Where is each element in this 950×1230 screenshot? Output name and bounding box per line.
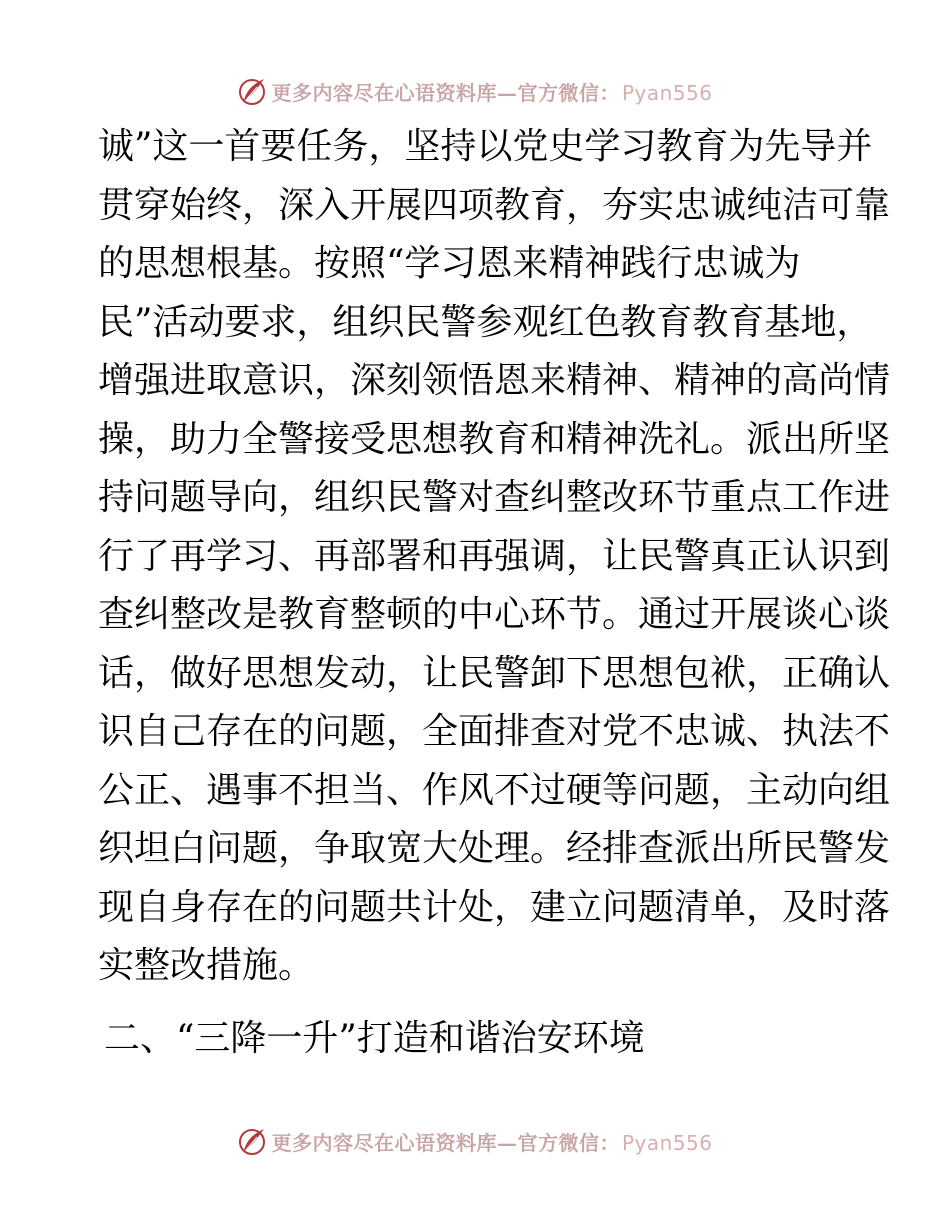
paragraph-line: 贯穿始终，深入开展四项教育，夯实忠诚纯洁可靠 [98,184,891,226]
paragraph-line: 公正、遇事不担当、作风不过硬等问题，主动向组 [98,769,891,811]
paragraph-line: 诚”这一首要任务，坚持以党史学习教育为先导并 [98,126,873,167]
watermark-wechat-id: Pyan556 [621,1130,713,1155]
document-body [98,118,891,996]
watermark-text [271,1127,712,1156]
header-watermark [0,74,950,108]
watermark-main-text: 更多内容尽在心语资料库—官方微信： [271,1130,620,1155]
feather-logo-icon [237,76,267,106]
paragraph-line: 的思想根基。按照“学习恩来精神践行忠诚为 [98,243,801,284]
paragraph-line: 实整改措施。 [98,945,315,986]
paragraph-line: 民”活动要求，组织民警参观红色教育教育基地， [98,301,873,343]
section-heading: 二、“三降一升”打造和谐治安环境 [104,1018,645,1059]
paragraph-line: 增强进取意识，深刻领悟恩来精神、精神的高尚情 [98,360,891,401]
footer-watermark [0,1124,950,1158]
paragraph-line: 查纠整改是教育整顿的中心环节。通过开展谈心谈 [98,594,891,635]
feather-logo-icon [237,1126,267,1156]
paragraph-line: 操，助力全警接受思想教育和精神洗礼。派出所坚 [98,418,891,460]
paragraph-line: 现自身存在的问题共计处，建立问题清单，及时落 [98,886,891,928]
paragraph-line: 织坦白问题，争取宽大处理。经排查派出所民警发 [98,828,891,869]
watermark-wechat-id: Pyan556 [621,80,713,105]
paragraph-line: 话，做好思想发动，让民警卸下思想包袱，正确认 [98,652,891,694]
paragraph-line: 行了再学习、再部署和再强调，让民警真正认识到 [98,535,891,577]
paragraph-line: 识自己存在的问题，全面排查对党不忠诚、执法不 [98,711,891,752]
watermark-main-text: 更多内容尽在心语资料库—官方微信： [271,80,620,105]
paragraph-line: 持问题导向，组织民警对查纠整改环节重点工作进 [98,477,891,518]
watermark-text [271,77,712,106]
